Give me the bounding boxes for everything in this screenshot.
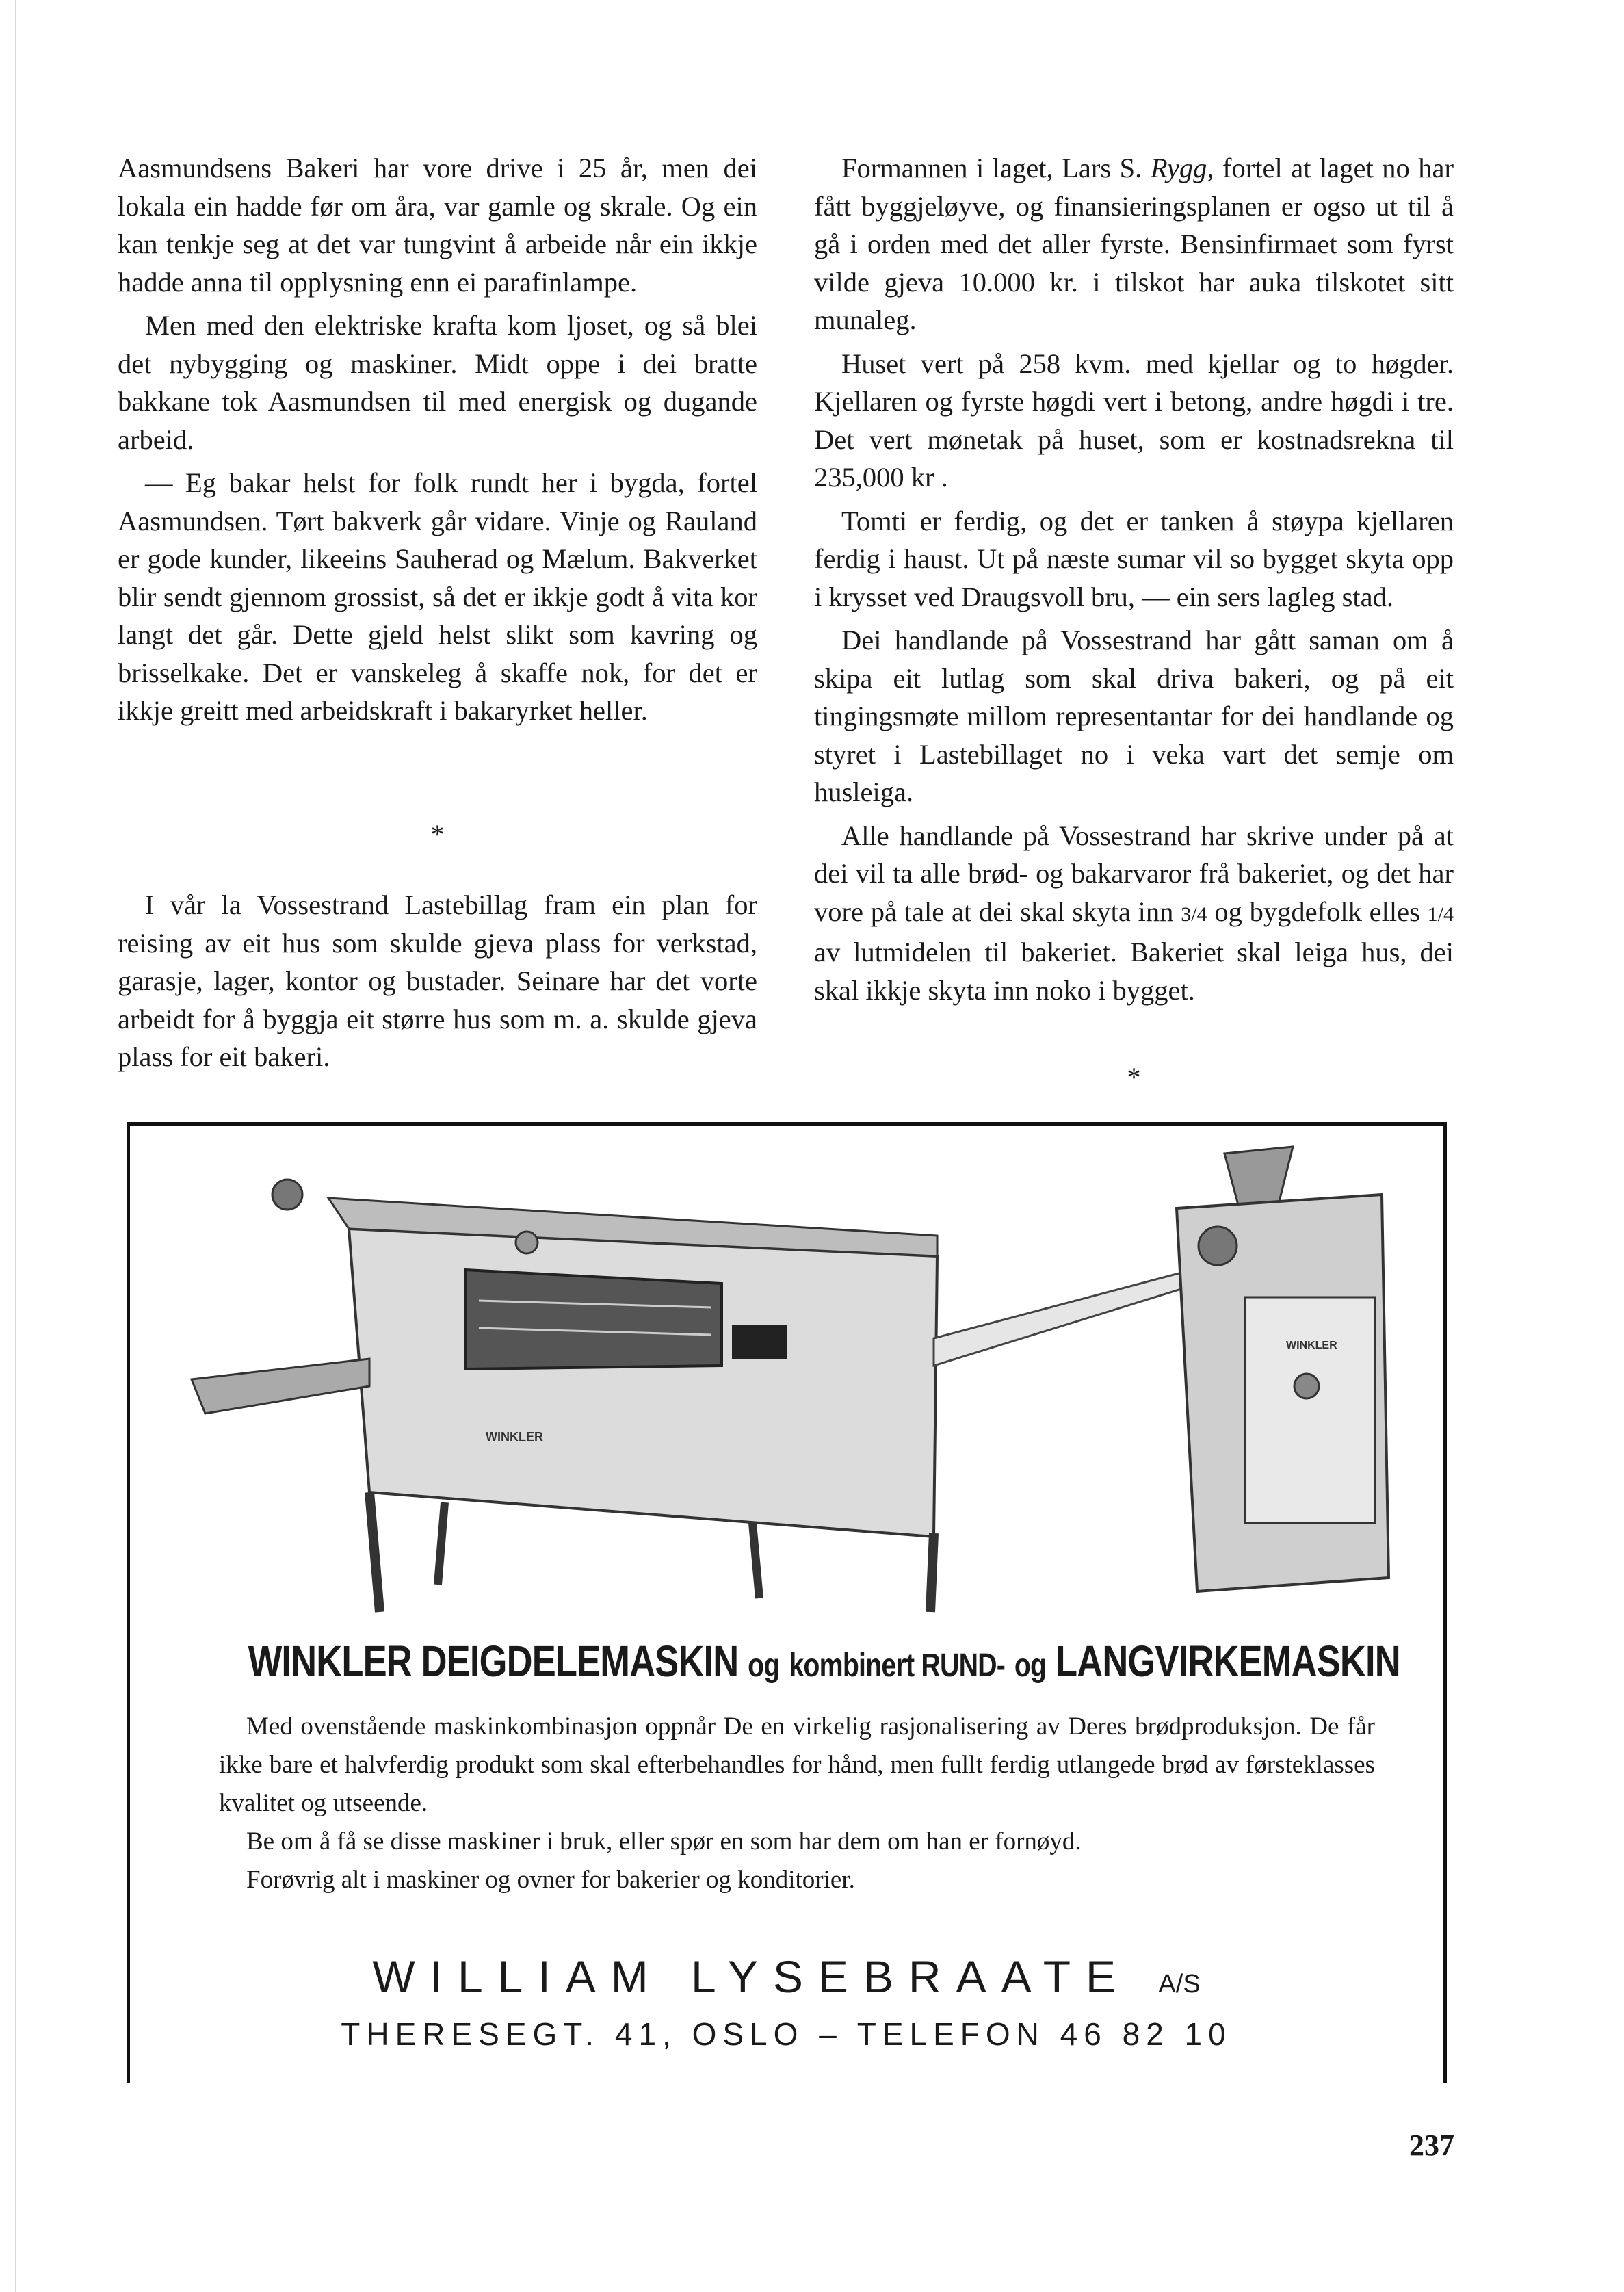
left-paragraph-2: Men med den elektriske krafta kom ljoset, og så blei det nybygging og maskiner. Midt oppe i dei bratte bakkane tok Aasmundsen til med energisk og dugande arbeid. — [118, 310, 757, 455]
headline-part-1: WINKLER DEIGDELEMASKIN — [248, 1637, 739, 1686]
right-paragraph-4: Dei handlande på Vossestrand har gått saman om å skipa eit lutlag som skal driva bakeri, og på eit tingingsmøte millom representantar for dei handlande og styret i Lastebillaget no i veka vart det semje om husleiga. — [814, 625, 1454, 807]
page-edge — [15, 0, 16, 2292]
headline-part-2: kombinert RUND- — [789, 1648, 1006, 1684]
ad-body — [219, 1708, 1375, 1899]
left-column — [118, 149, 757, 730]
right-machine-hopper — [1224, 1147, 1293, 1205]
lamp-icon — [272, 1180, 302, 1210]
left-machine-window — [465, 1270, 722, 1369]
right-paragraph-2: Huset vert på 258 kvm. med kjellar og to høgder. Kjellaren og fyrste høgdi vert i betong, andre høgdi i tre. Det vert mønetak på huset, som er kostnadsrekna til 235,000 kr . — [814, 348, 1454, 493]
emblem-icon — [516, 1232, 538, 1253]
company-suffix: A/S — [1158, 1970, 1201, 1998]
page-number: 237 — [1409, 2128, 1454, 2162]
left-tray — [192, 1359, 369, 1414]
right-p5-a: Alle handlande på Vossestrand har skrive under på at dei vil ta alle brød- og bakarvaror frå bakeriet, og det har vore på tale at dei skal skyta inn — [814, 820, 1454, 927]
conveyor-belt — [934, 1263, 1221, 1366]
right-p5-b: og bygdefolk elles — [1207, 896, 1428, 927]
left-section-2 — [118, 886, 757, 1076]
machine-illustration — [164, 1140, 1416, 1619]
person-name: Rygg, — [1150, 153, 1214, 183]
machine-leg — [930, 1533, 934, 1612]
ad-headline — [248, 1636, 1400, 1687]
fraction-three-quarters: 3/4 — [1181, 902, 1207, 926]
left-paragraph-4: I vår la Vossestrand Lastebillag fram ein plan for reising av eit hus som skulde gjeva plass for verkstad, garasje, lager, kontor og bustader. Seinare har det vorte arbeidt for å byggja eit større hus som m. a. skulde gjeva plass for eit bakeri. — [118, 889, 757, 1072]
company-address: THERESEGT. 41, OSLO – TELEFON 46 82 10 — [341, 2016, 1232, 2052]
machine-leg — [438, 1502, 445, 1585]
machine-label-left: WINKLER — [486, 1430, 543, 1444]
panel-rect — [732, 1325, 787, 1359]
right-p1-b: fortel at laget no har fått byggjeløyve, og finansieringsplanen er ogso ut til å gå i orden med det aller fyrste. Bensinfirmaet som fyrst vilde gjeva 10.000 kr. i tilskot har auka tilskotet sitt munaleg. — [814, 153, 1454, 335]
right-p5-c: av lutmidelen til bakeriet. Bakeriet skal leiga hus, dei skal ikkje skyta inn noko i bygget. — [814, 937, 1454, 1006]
ad-body-2: Be om å få se disse maskiner i bruk, eller spør en som har dem om han er fornøyd. — [246, 1827, 1082, 1855]
left-paragraph-3: — Eg bakar helst for folk rundt her i bygda, fortel Aasmundsen. Tørt bakverk går vidare. Vinje og Rauland er gode kunder, likeeins Sauherad og Mælum. Bakverket blir sendt gjennom grossist, så det er ikkje godt å vita kor langt det går. Dette gjeld helst slikt som kavring og brisselkake. Det er vanskeleg å skaffe nok, for det er ikkje greitt med arbeidskraft i bakaryrket heller. — [118, 467, 757, 726]
headline-og-2: og — [1014, 1648, 1047, 1684]
right-paragraph-1 — [814, 149, 1454, 339]
left-machine-body — [349, 1229, 937, 1537]
machine-leg — [369, 1492, 380, 1612]
roller-icon — [1199, 1227, 1237, 1265]
right-paragraph-5 — [814, 817, 1454, 1010]
company-name-text: WILLIAM LYSEBRAATE — [372, 1951, 1131, 2002]
ad-body-3: Forøvrig alt i maskiner og ovner for bakerier og konditorier. — [246, 1866, 855, 1894]
right-machine-door — [1245, 1297, 1375, 1523]
right-column — [814, 149, 1454, 1009]
ad-body-1: Med ovenstående maskinkombinasjon oppnår De en virkelig rasjonalisering av Deres brødproduksjon. De får ikke bare et halvferdig produkt som skal efterbehandles for hånd, men fullt ferdig utlangede brød av førsteklasses kvalitet og utseende. — [219, 1713, 1375, 1817]
machine-label-right: WINKLER — [1286, 1340, 1337, 1351]
company-name — [130, 1951, 1443, 2003]
left-separator: * — [430, 819, 445, 850]
advertisement — [127, 1122, 1447, 2083]
machine-leg — [752, 1523, 759, 1598]
right-separator: * — [1127, 1062, 1141, 1093]
headline-part-3: LANGVIRKEMASKIN — [1056, 1637, 1400, 1686]
headline-og-1: og — [748, 1648, 780, 1684]
emblem-icon — [1294, 1374, 1319, 1398]
right-p1-a: Formannen i laget, Lars S. — [841, 153, 1151, 183]
left-paragraph-1: Aasmundsens Bakeri har vore drive i 25 år, men dei lokala ein hadde før om åra, var gamle og skrale. Og ein kan tenkje seg at det var tungvint å arbeide når ein ikkje hadde anna til opplysning enn ei parafinlampe. — [118, 153, 757, 298]
fraction-one-quarter: 1/4 — [1427, 902, 1454, 926]
right-paragraph-3: Tomti er ferdig, og det er tanken å støypa kjellaren ferdig i haust. Ut på næste sumar vil so bygget skyta opp i krysset ved Draugsvoll bru, — ein sers lagleg stad. — [814, 505, 1454, 612]
